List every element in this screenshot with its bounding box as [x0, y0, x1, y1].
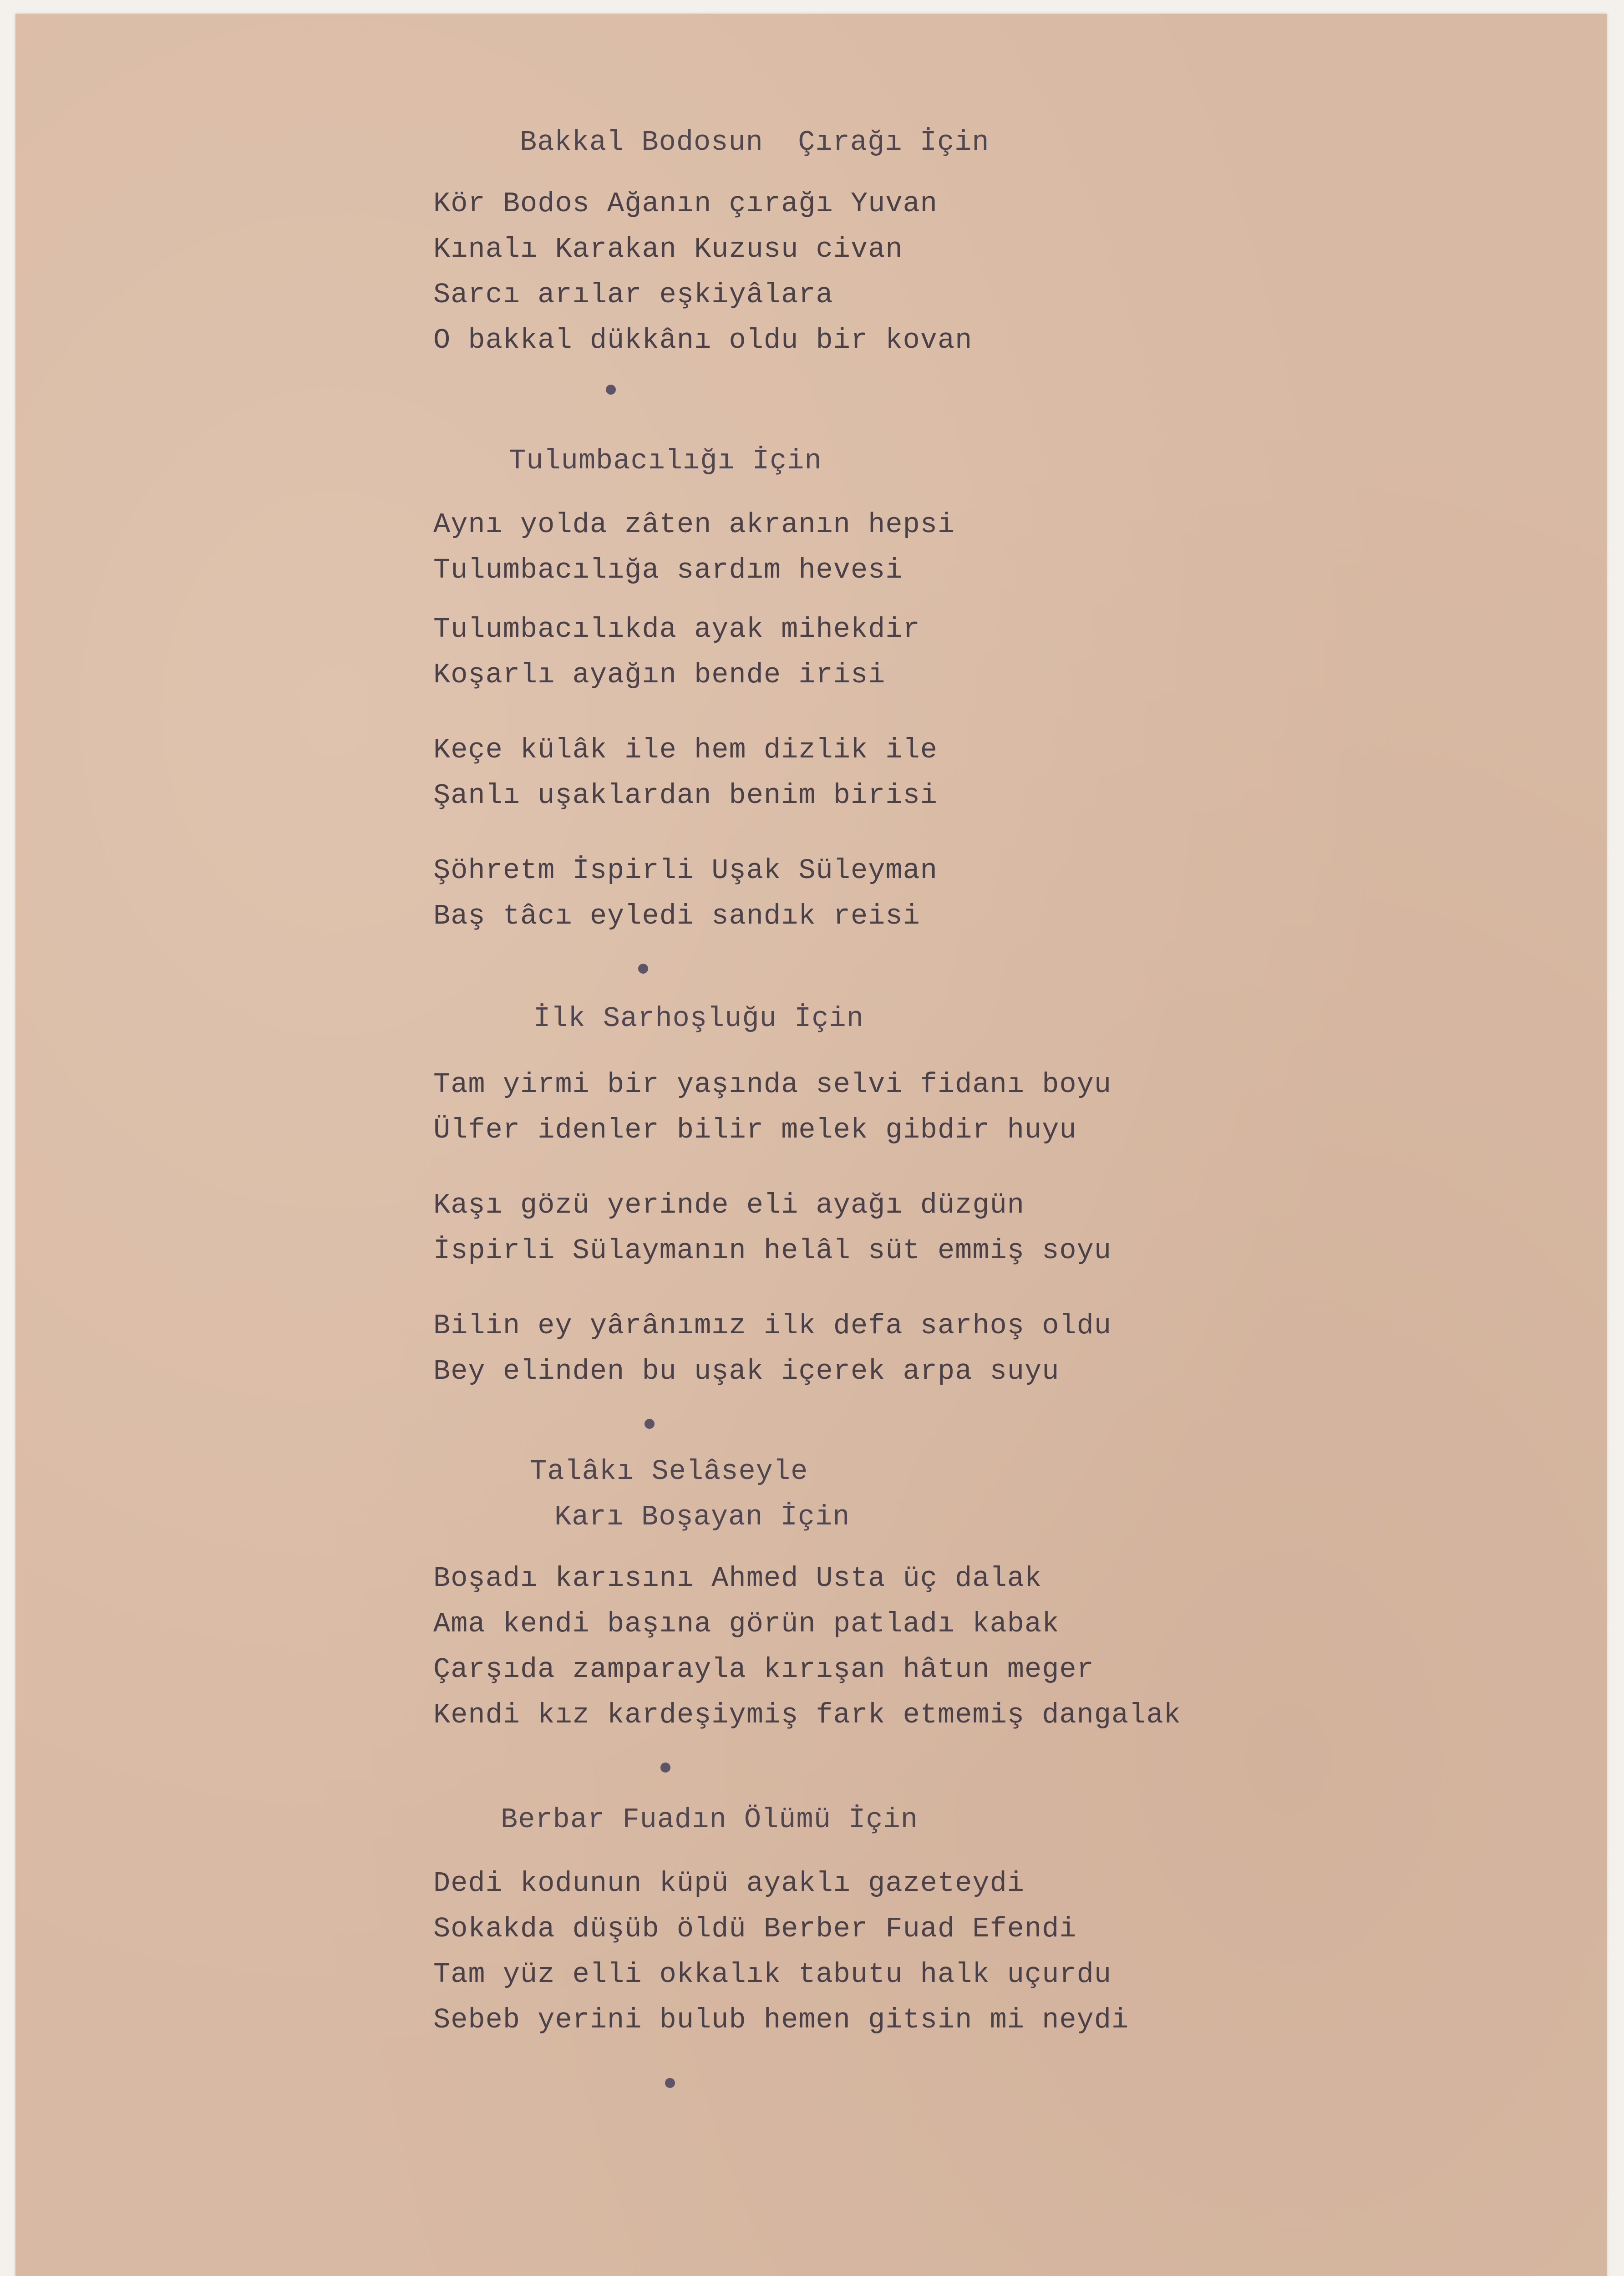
poem-line: İspirli Sülaymanın helâl süt emmiş soyu	[433, 1235, 1112, 1267]
poem-line: Kör Bodos Ağanın çırağı Yuvan	[433, 188, 938, 220]
poem-title: Karı Boşayan İçin	[554, 1501, 850, 1533]
poem-line: Tam yirmi bir yaşında selvi fidanı boyu	[433, 1068, 1112, 1101]
section-divider-dot	[638, 964, 648, 974]
poem-line: Bilin ey yârânımız ilk defa sarhoş oldu	[433, 1310, 1112, 1342]
poem-line: Tulumbacılıkda ayak mihekdir	[433, 613, 920, 645]
typewritten-page	[15, 14, 1607, 2276]
poem-line: Dedi kodunun küpü ayaklı gazeteydi	[433, 1867, 1025, 1900]
poem-line: O bakkal dükkânı oldu bir kovan	[433, 324, 973, 356]
poem-title: İlk Sarhoşluğu İçin	[533, 1002, 864, 1035]
poem-title: Berbar Fuadın Ölümü İçin	[501, 1804, 918, 1836]
poem-line: Tam yüz elli okkalık tabutu halk uçurdu	[433, 1958, 1112, 1991]
poem-line: Sokakda düşüb öldü Berber Fuad Efendi	[433, 1913, 1077, 1945]
poem-line: Koşarlı ayağın bende irisi	[433, 659, 886, 691]
poem-title: Bakkal Bodosun Çırağı İçin	[520, 126, 990, 158]
section-divider-dot	[645, 1419, 655, 1429]
poem-line: Aynı yolda zâten akranın hepsi	[433, 508, 955, 541]
poem-line: Sebeb yerini bulub hemen gitsin mi neydi	[433, 2004, 1129, 2036]
poem-line: Kınalı Karakan Kuzusu civan	[433, 233, 903, 265]
poem-line: Ama kendi başına görün patladı kabak	[433, 1608, 1060, 1640]
poem-line: Şöhretm İspirli Uşak Süleyman	[433, 854, 938, 887]
poem-line: Baş tâcı eyledi sandık reisi	[433, 900, 920, 932]
poem-title: Talâkı Selâseyle	[530, 1455, 808, 1488]
poem-line: Keçe külâk ile hem dizlik ile	[433, 734, 938, 766]
poem-line: Çarşıda zamparayla kırışan hâtun meger	[433, 1653, 1094, 1686]
poem-line: Kendi kız kardeşiymiş fark etmemiş dangalak	[433, 1699, 1181, 1731]
poem-line: Sarcı arılar eşkiyâlara	[433, 279, 833, 311]
section-divider-dot	[606, 385, 616, 395]
poem-line: Bey elinden bu uşak içerek arpa suyu	[433, 1355, 1060, 1387]
section-divider-dot	[665, 2078, 675, 2088]
poem-line: Ülfer idenler bilir melek gibdir huyu	[433, 1114, 1077, 1146]
poem-line: Boşadı karısını Ahmed Usta üç dalak	[433, 1562, 1042, 1595]
poem-line: Kaşı gözü yerinde eli ayağı düzgün	[433, 1189, 1025, 1221]
section-divider-dot	[660, 1763, 670, 1773]
poem-title: Tulumbacılığı İçin	[509, 445, 822, 477]
poem-line: Şanlı uşaklardan benim birisi	[433, 779, 938, 812]
poem-line: Tulumbacılığa sardım hevesi	[433, 554, 903, 586]
